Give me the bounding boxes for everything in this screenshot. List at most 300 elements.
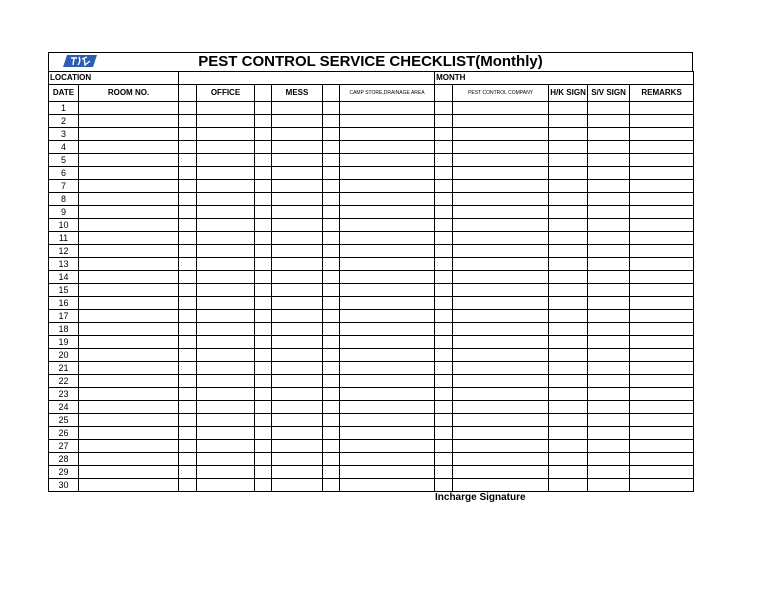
table-cell[interactable]: [549, 245, 588, 258]
table-cell[interactable]: [179, 388, 197, 401]
table-cell[interactable]: [197, 323, 255, 336]
table-cell[interactable]: [630, 284, 694, 297]
table-cell[interactable]: [588, 258, 630, 271]
table-cell[interactable]: [255, 323, 272, 336]
table-cell[interactable]: [435, 206, 453, 219]
table-cell[interactable]: [255, 193, 272, 206]
table-cell[interactable]: [340, 102, 435, 115]
table-cell[interactable]: [549, 284, 588, 297]
table-cell[interactable]: [179, 414, 197, 427]
table-cell[interactable]: [340, 219, 435, 232]
table-cell[interactable]: [179, 362, 197, 375]
table-cell[interactable]: [272, 440, 323, 453]
table-cell[interactable]: [179, 128, 197, 141]
table-cell[interactable]: [255, 466, 272, 479]
table-cell[interactable]: [323, 297, 340, 310]
table-cell[interactable]: [453, 245, 549, 258]
table-cell[interactable]: [197, 414, 255, 427]
table-cell[interactable]: [588, 414, 630, 427]
table-cell[interactable]: [340, 479, 435, 492]
table-cell[interactable]: [340, 154, 435, 167]
table-cell[interactable]: [549, 219, 588, 232]
table-cell[interactable]: [179, 258, 197, 271]
table-cell[interactable]: [435, 388, 453, 401]
table-cell[interactable]: [323, 388, 340, 401]
table-cell[interactable]: [549, 466, 588, 479]
table-cell[interactable]: [435, 453, 453, 466]
table-cell[interactable]: [323, 206, 340, 219]
table-cell[interactable]: [340, 206, 435, 219]
table-cell[interactable]: [79, 453, 179, 466]
table-cell[interactable]: [453, 427, 549, 440]
table-cell[interactable]: [340, 440, 435, 453]
table-cell[interactable]: [179, 219, 197, 232]
table-cell[interactable]: [453, 297, 549, 310]
table-cell[interactable]: [197, 128, 255, 141]
table-cell[interactable]: [588, 323, 630, 336]
table-cell[interactable]: [588, 180, 630, 193]
table-cell[interactable]: [549, 453, 588, 466]
table-cell[interactable]: [549, 102, 588, 115]
table-cell[interactable]: [588, 219, 630, 232]
table-cell[interactable]: [630, 180, 694, 193]
table-cell[interactable]: [79, 336, 179, 349]
table-cell[interactable]: [255, 141, 272, 154]
table-cell[interactable]: [453, 401, 549, 414]
table-cell[interactable]: [323, 232, 340, 245]
table-cell[interactable]: [435, 245, 453, 258]
table-cell[interactable]: [79, 440, 179, 453]
table-cell[interactable]: [272, 336, 323, 349]
table-cell[interactable]: [272, 141, 323, 154]
table-cell[interactable]: [588, 284, 630, 297]
table-cell[interactable]: [453, 310, 549, 323]
table-cell[interactable]: [549, 128, 588, 141]
table-cell[interactable]: [79, 388, 179, 401]
table-cell[interactable]: [340, 297, 435, 310]
table-cell[interactable]: [79, 323, 179, 336]
table-cell[interactable]: [272, 401, 323, 414]
table-cell[interactable]: [630, 336, 694, 349]
table-cell[interactable]: [179, 453, 197, 466]
table-cell[interactable]: [340, 323, 435, 336]
table-cell[interactable]: [630, 154, 694, 167]
table-cell[interactable]: [197, 219, 255, 232]
table-cell[interactable]: [197, 453, 255, 466]
table-cell[interactable]: [323, 128, 340, 141]
table-cell[interactable]: [630, 245, 694, 258]
table-cell[interactable]: [588, 154, 630, 167]
table-cell[interactable]: [79, 258, 179, 271]
table-cell[interactable]: [340, 245, 435, 258]
table-cell[interactable]: [197, 232, 255, 245]
table-cell[interactable]: [453, 336, 549, 349]
table-cell[interactable]: [323, 271, 340, 284]
table-cell[interactable]: [79, 284, 179, 297]
table-cell[interactable]: [453, 219, 549, 232]
table-cell[interactable]: [549, 258, 588, 271]
table-cell[interactable]: [435, 167, 453, 180]
table-cell[interactable]: [323, 141, 340, 154]
table-cell[interactable]: [323, 323, 340, 336]
table-cell[interactable]: [197, 102, 255, 115]
table-cell[interactable]: [549, 479, 588, 492]
table-cell[interactable]: [272, 284, 323, 297]
table-cell[interactable]: [453, 362, 549, 375]
table-cell[interactable]: [453, 271, 549, 284]
table-cell[interactable]: [79, 141, 179, 154]
table-cell[interactable]: [453, 193, 549, 206]
table-cell[interactable]: [549, 323, 588, 336]
table-cell[interactable]: [549, 336, 588, 349]
table-cell[interactable]: [630, 375, 694, 388]
table-cell[interactable]: [630, 232, 694, 245]
table-cell[interactable]: [630, 453, 694, 466]
table-cell[interactable]: [255, 180, 272, 193]
table-cell[interactable]: [588, 362, 630, 375]
table-cell[interactable]: [549, 388, 588, 401]
table-cell[interactable]: [323, 284, 340, 297]
table-cell[interactable]: [340, 167, 435, 180]
table-cell[interactable]: [435, 414, 453, 427]
table-cell[interactable]: [549, 167, 588, 180]
table-cell[interactable]: [588, 102, 630, 115]
table-cell[interactable]: [630, 167, 694, 180]
table-cell[interactable]: [435, 284, 453, 297]
table-cell[interactable]: [340, 310, 435, 323]
table-cell[interactable]: [323, 102, 340, 115]
table-cell[interactable]: [79, 375, 179, 388]
table-cell[interactable]: [197, 479, 255, 492]
table-cell[interactable]: [323, 258, 340, 271]
table-cell[interactable]: [79, 271, 179, 284]
table-cell[interactable]: [630, 206, 694, 219]
table-cell[interactable]: [549, 193, 588, 206]
table-cell[interactable]: [323, 310, 340, 323]
table-cell[interactable]: [255, 479, 272, 492]
table-cell[interactable]: [588, 388, 630, 401]
table-cell[interactable]: [79, 128, 179, 141]
table-cell[interactable]: [549, 180, 588, 193]
table-cell[interactable]: [272, 323, 323, 336]
table-cell[interactable]: [179, 427, 197, 440]
table-cell[interactable]: [323, 362, 340, 375]
table-cell[interactable]: [79, 362, 179, 375]
table-cell[interactable]: [630, 388, 694, 401]
table-cell[interactable]: [79, 102, 179, 115]
table-cell[interactable]: [79, 232, 179, 245]
table-cell[interactable]: [272, 180, 323, 193]
table-cell[interactable]: [340, 141, 435, 154]
table-cell[interactable]: [179, 310, 197, 323]
table-cell[interactable]: [453, 206, 549, 219]
table-cell[interactable]: [549, 310, 588, 323]
table-cell[interactable]: [179, 193, 197, 206]
table-cell[interactable]: [453, 388, 549, 401]
table-cell[interactable]: [272, 102, 323, 115]
table-cell[interactable]: [588, 245, 630, 258]
table-cell[interactable]: [630, 479, 694, 492]
table-cell[interactable]: [435, 271, 453, 284]
table-cell[interactable]: [272, 453, 323, 466]
table-cell[interactable]: [197, 167, 255, 180]
table-cell[interactable]: [549, 154, 588, 167]
table-cell[interactable]: [435, 154, 453, 167]
table-cell[interactable]: [435, 401, 453, 414]
table-cell[interactable]: [630, 323, 694, 336]
table-cell[interactable]: [272, 310, 323, 323]
table-cell[interactable]: [255, 297, 272, 310]
table-cell[interactable]: [255, 427, 272, 440]
table-cell[interactable]: [197, 440, 255, 453]
table-cell[interactable]: [549, 115, 588, 128]
table-cell[interactable]: [435, 219, 453, 232]
table-cell[interactable]: [272, 271, 323, 284]
table-cell[interactable]: [179, 102, 197, 115]
table-cell[interactable]: [453, 466, 549, 479]
table-cell[interactable]: [323, 154, 340, 167]
table-cell[interactable]: [549, 414, 588, 427]
table-cell[interactable]: [255, 349, 272, 362]
table-cell[interactable]: [197, 245, 255, 258]
table-cell[interactable]: [435, 297, 453, 310]
table-cell[interactable]: [272, 245, 323, 258]
table-cell[interactable]: [630, 310, 694, 323]
table-cell[interactable]: [453, 440, 549, 453]
table-cell[interactable]: [255, 284, 272, 297]
table-cell[interactable]: [549, 297, 588, 310]
table-cell[interactable]: [453, 167, 549, 180]
table-cell[interactable]: [630, 115, 694, 128]
table-cell[interactable]: [79, 466, 179, 479]
table-cell[interactable]: [197, 362, 255, 375]
table-cell[interactable]: [197, 297, 255, 310]
table-cell[interactable]: [630, 427, 694, 440]
table-cell[interactable]: [340, 453, 435, 466]
table-cell[interactable]: [453, 128, 549, 141]
table-cell[interactable]: [272, 154, 323, 167]
table-cell[interactable]: [588, 440, 630, 453]
table-cell[interactable]: [79, 479, 179, 492]
table-cell[interactable]: [272, 232, 323, 245]
table-cell[interactable]: [255, 102, 272, 115]
table-cell[interactable]: [453, 323, 549, 336]
table-cell[interactable]: [435, 375, 453, 388]
table-cell[interactable]: [630, 128, 694, 141]
table-cell[interactable]: [272, 349, 323, 362]
table-cell[interactable]: [179, 401, 197, 414]
table-cell[interactable]: [630, 362, 694, 375]
table-cell[interactable]: [435, 440, 453, 453]
table-cell[interactable]: [179, 297, 197, 310]
table-cell[interactable]: [272, 466, 323, 479]
table-cell[interactable]: [630, 349, 694, 362]
table-cell[interactable]: [255, 401, 272, 414]
table-cell[interactable]: [340, 401, 435, 414]
table-cell[interactable]: [79, 167, 179, 180]
table-cell[interactable]: [197, 206, 255, 219]
table-cell[interactable]: [549, 375, 588, 388]
table-cell[interactable]: [272, 219, 323, 232]
table-cell[interactable]: [179, 154, 197, 167]
table-cell[interactable]: [549, 362, 588, 375]
table-cell[interactable]: [549, 401, 588, 414]
table-cell[interactable]: [255, 271, 272, 284]
table-cell[interactable]: [549, 206, 588, 219]
table-cell[interactable]: [453, 414, 549, 427]
table-cell[interactable]: [340, 115, 435, 128]
table-cell[interactable]: [255, 375, 272, 388]
table-cell[interactable]: [435, 141, 453, 154]
table-cell[interactable]: [79, 193, 179, 206]
table-cell[interactable]: [255, 388, 272, 401]
table-cell[interactable]: [197, 284, 255, 297]
table-cell[interactable]: [197, 115, 255, 128]
table-cell[interactable]: [255, 362, 272, 375]
table-cell[interactable]: [79, 297, 179, 310]
table-cell[interactable]: [323, 401, 340, 414]
table-cell[interactable]: [588, 271, 630, 284]
table-cell[interactable]: [588, 453, 630, 466]
table-cell[interactable]: [197, 466, 255, 479]
table-cell[interactable]: [340, 349, 435, 362]
table-cell[interactable]: [340, 180, 435, 193]
table-cell[interactable]: [197, 154, 255, 167]
table-cell[interactable]: [435, 258, 453, 271]
table-cell[interactable]: [340, 193, 435, 206]
table-cell[interactable]: [255, 453, 272, 466]
table-cell[interactable]: [197, 141, 255, 154]
table-cell[interactable]: [255, 414, 272, 427]
table-cell[interactable]: [435, 349, 453, 362]
table-cell[interactable]: [588, 336, 630, 349]
table-cell[interactable]: [323, 219, 340, 232]
table-cell[interactable]: [340, 232, 435, 245]
table-cell[interactable]: [435, 128, 453, 141]
table-cell[interactable]: [272, 479, 323, 492]
table-cell[interactable]: [197, 349, 255, 362]
table-cell[interactable]: [453, 102, 549, 115]
table-cell[interactable]: [323, 479, 340, 492]
table-cell[interactable]: [255, 245, 272, 258]
table-cell[interactable]: [272, 115, 323, 128]
table-cell[interactable]: [435, 323, 453, 336]
table-cell[interactable]: [272, 388, 323, 401]
table-cell[interactable]: [79, 115, 179, 128]
table-cell[interactable]: [630, 414, 694, 427]
table-cell[interactable]: [340, 388, 435, 401]
table-cell[interactable]: [79, 427, 179, 440]
table-cell[interactable]: [179, 336, 197, 349]
table-cell[interactable]: [255, 154, 272, 167]
table-cell[interactable]: [435, 466, 453, 479]
table-cell[interactable]: [79, 154, 179, 167]
table-cell[interactable]: [435, 310, 453, 323]
table-cell[interactable]: [340, 427, 435, 440]
table-cell[interactable]: [197, 388, 255, 401]
table-cell[interactable]: [549, 440, 588, 453]
table-cell[interactable]: [179, 466, 197, 479]
table-cell[interactable]: [630, 440, 694, 453]
table-cell[interactable]: [179, 271, 197, 284]
table-cell[interactable]: [323, 375, 340, 388]
table-cell[interactable]: [323, 440, 340, 453]
table-cell[interactable]: [340, 258, 435, 271]
table-cell[interactable]: [255, 440, 272, 453]
table-cell[interactable]: [453, 453, 549, 466]
table-cell[interactable]: [323, 115, 340, 128]
table-cell[interactable]: [588, 297, 630, 310]
table-cell[interactable]: [323, 336, 340, 349]
table-cell[interactable]: [435, 232, 453, 245]
table-cell[interactable]: [435, 180, 453, 193]
table-cell[interactable]: [630, 102, 694, 115]
table-cell[interactable]: [340, 466, 435, 479]
table-cell[interactable]: [179, 245, 197, 258]
table-cell[interactable]: [197, 271, 255, 284]
table-cell[interactable]: [179, 167, 197, 180]
table-cell[interactable]: [272, 258, 323, 271]
table-cell[interactable]: [179, 232, 197, 245]
table-cell[interactable]: [549, 271, 588, 284]
table-cell[interactable]: [588, 310, 630, 323]
table-cell[interactable]: [79, 206, 179, 219]
table-cell[interactable]: [179, 479, 197, 492]
table-cell[interactable]: [549, 141, 588, 154]
table-cell[interactable]: [79, 401, 179, 414]
table-cell[interactable]: [453, 115, 549, 128]
table-cell[interactable]: [453, 258, 549, 271]
table-cell[interactable]: [323, 453, 340, 466]
table-cell[interactable]: [197, 310, 255, 323]
table-cell[interactable]: [272, 414, 323, 427]
table-cell[interactable]: [79, 180, 179, 193]
table-cell[interactable]: [588, 128, 630, 141]
table-cell[interactable]: [630, 193, 694, 206]
table-cell[interactable]: [588, 232, 630, 245]
table-cell[interactable]: [588, 206, 630, 219]
table-cell[interactable]: [323, 349, 340, 362]
table-cell[interactable]: [323, 245, 340, 258]
table-cell[interactable]: [630, 466, 694, 479]
table-cell[interactable]: [435, 193, 453, 206]
table-cell[interactable]: [255, 167, 272, 180]
table-cell[interactable]: [453, 141, 549, 154]
table-cell[interactable]: [255, 232, 272, 245]
table-cell[interactable]: [179, 115, 197, 128]
table-cell[interactable]: [197, 375, 255, 388]
table-cell[interactable]: [79, 310, 179, 323]
table-cell[interactable]: [272, 297, 323, 310]
table-cell[interactable]: [79, 245, 179, 258]
table-cell[interactable]: [340, 271, 435, 284]
table-cell[interactable]: [323, 414, 340, 427]
table-cell[interactable]: [255, 219, 272, 232]
table-cell[interactable]: [197, 258, 255, 271]
table-cell[interactable]: [255, 336, 272, 349]
table-cell[interactable]: [323, 427, 340, 440]
table-cell[interactable]: [588, 193, 630, 206]
table-cell[interactable]: [340, 284, 435, 297]
table-cell[interactable]: [435, 115, 453, 128]
table-cell[interactable]: [453, 349, 549, 362]
table-cell[interactable]: [255, 310, 272, 323]
table-cell[interactable]: [179, 284, 197, 297]
table-cell[interactable]: [197, 336, 255, 349]
table-cell[interactable]: [255, 115, 272, 128]
table-cell[interactable]: [340, 336, 435, 349]
table-cell[interactable]: [179, 349, 197, 362]
